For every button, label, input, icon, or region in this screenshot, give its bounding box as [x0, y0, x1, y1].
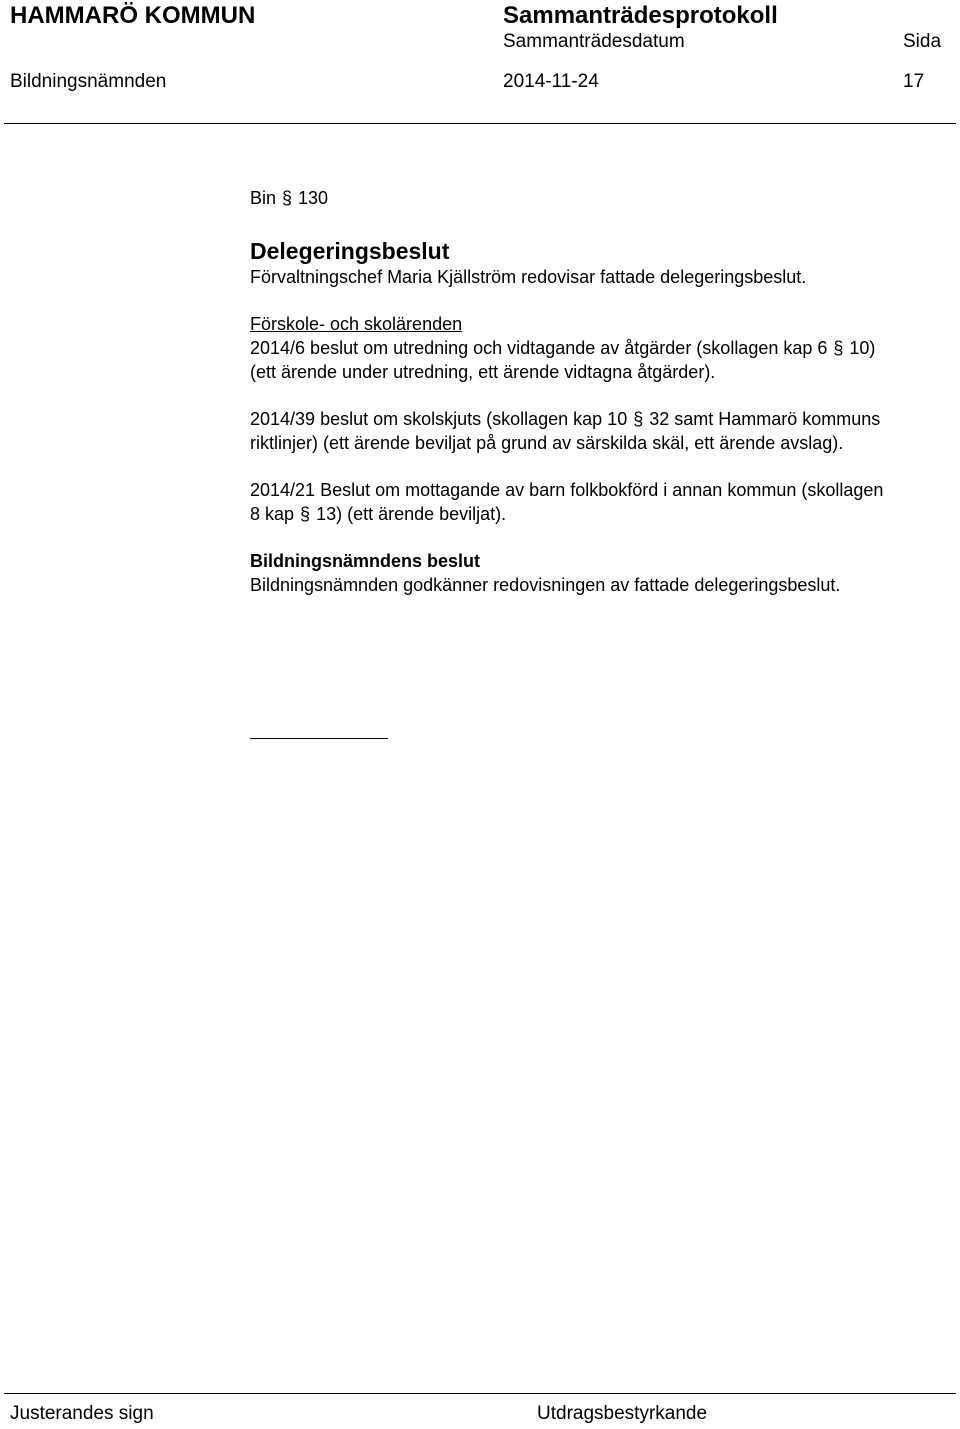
item-1-text: 2014/6 beslut om utredning och vidtagande av åtgärder (skollagen kap 6	[250, 338, 828, 358]
section-sign: §	[282, 188, 293, 208]
certification-label: Utdragsbestyrkande	[537, 1403, 708, 1424]
document-body	[250, 186, 890, 597]
meeting-date: 2014-11-24	[503, 71, 599, 92]
section-sign: §	[300, 504, 311, 524]
signature-label: Justerandes sign	[10, 1403, 154, 1424]
page-label: Sida	[903, 31, 942, 52]
delegation-item-3	[250, 478, 890, 526]
subheading: Förskole- och skolärenden	[250, 314, 463, 334]
item-2-rest: 32 samt Hammarö kommuns riktlinjer) (ett ärende beviljat på grund av särskilda skäl, ett ärende avslag).	[250, 409, 881, 453]
delegation-item-1	[250, 336, 890, 384]
page-number: 17	[903, 71, 925, 92]
section-title: Delegeringsbeslut	[250, 238, 450, 264]
delegation-item-2	[250, 407, 890, 455]
intro-text: Förvaltningschef Maria Kjällström redovisar fattade delegeringsbeslut.	[250, 267, 807, 287]
reference-number: 130	[298, 188, 329, 208]
item-1-rest: 10) (ett ärende under utredning, ett ärende vidtagna åtgärder).	[250, 338, 876, 382]
paragraph-reference	[250, 186, 890, 210]
organization-name: HAMMARÖ KOMMUN	[10, 2, 256, 29]
item-2-text: 2014/39 beslut om skolskjuts (skollagen kap 10	[250, 409, 628, 429]
decision-heading: Bildningsnämndens beslut	[250, 551, 481, 571]
meeting-date-label: Sammanträdesdatum	[503, 31, 685, 52]
document-type: Sammanträdesprotokoll	[503, 2, 778, 29]
item-3-rest: 13) (ett ärende beviljat).	[316, 504, 507, 524]
committee-name: Bildningsnämnden	[10, 71, 167, 92]
item-3-text: 2014/21 Beslut om mottagande av barn folkbokförd i annan kommun (skollagen 8 kap	[250, 480, 884, 524]
end-of-section-line	[250, 738, 388, 739]
footer-divider	[4, 1393, 956, 1394]
reference-prefix: Bin	[250, 188, 277, 208]
decision-text: Bildningsnämnden godkänner redovisningen av fattade delegeringsbeslut.	[250, 575, 841, 595]
header-divider	[4, 123, 956, 124]
section-sign: §	[633, 409, 644, 429]
section-sign: §	[833, 338, 844, 358]
